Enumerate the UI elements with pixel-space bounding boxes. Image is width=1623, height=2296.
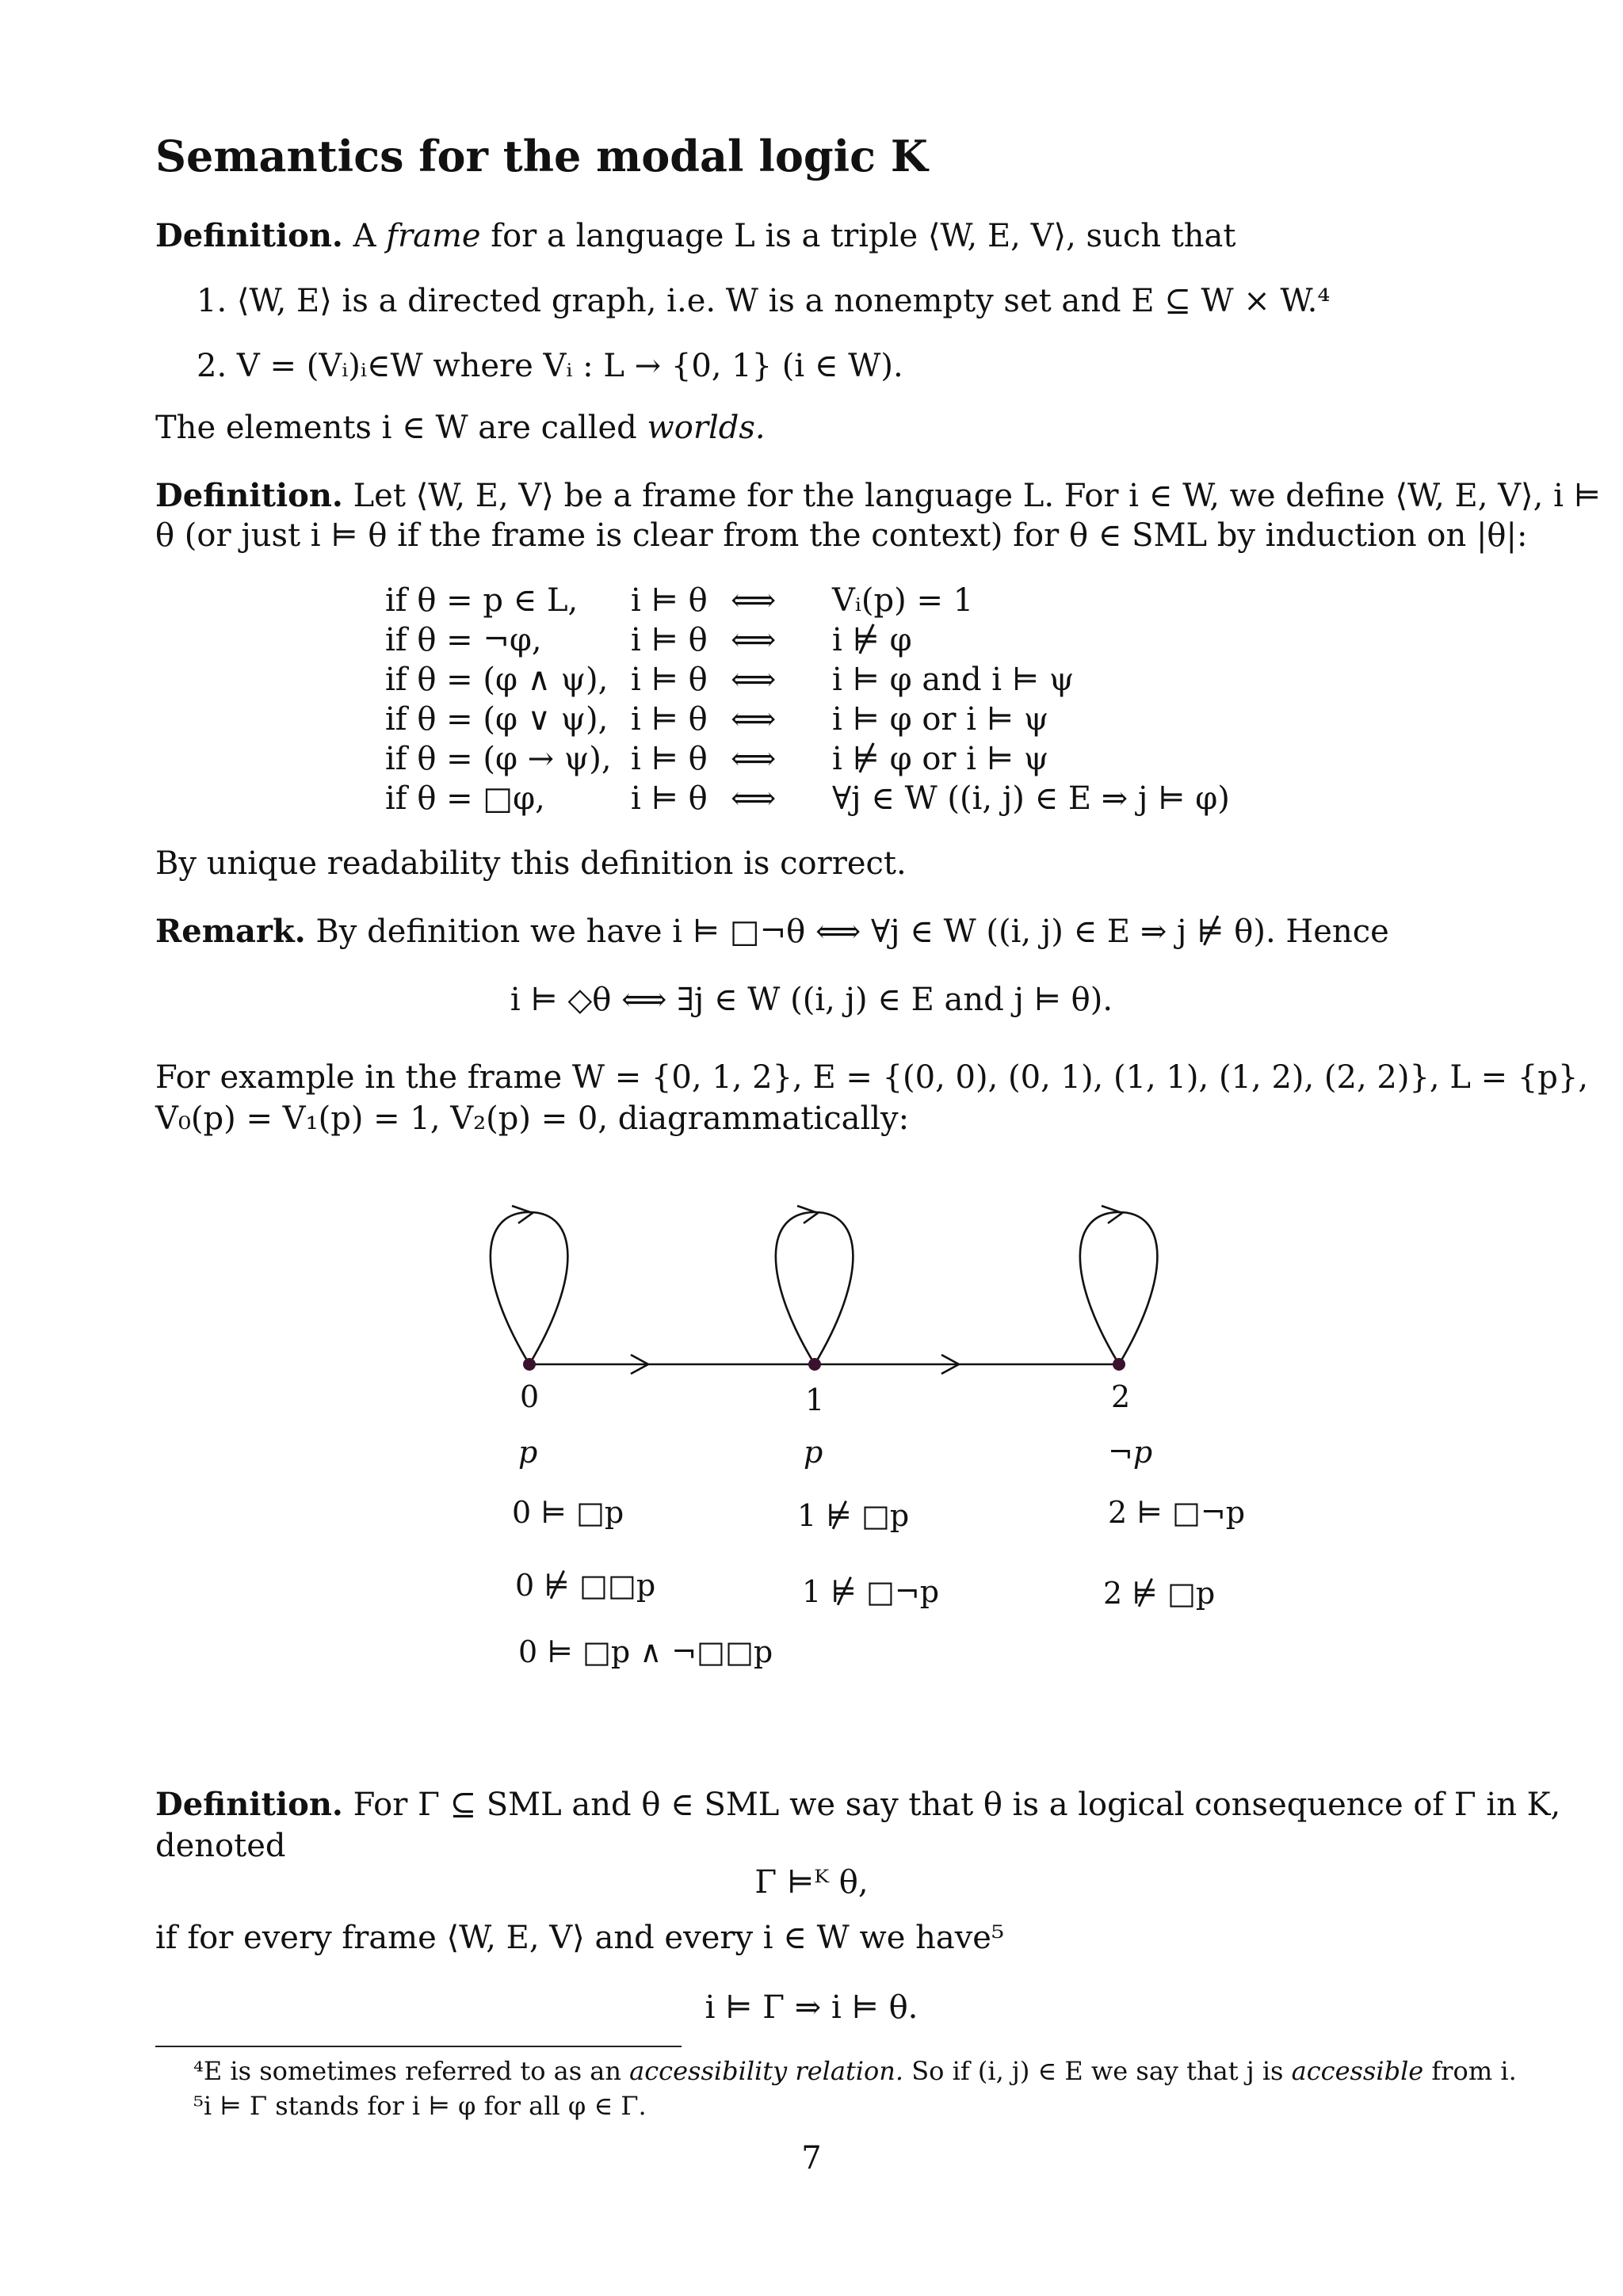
table-iff: ⟺: [731, 622, 777, 658]
table-lhs: i ⊨ θ: [631, 622, 708, 658]
remark-label: Remark.: [155, 913, 306, 950]
footnote-4: [193, 2058, 1517, 2084]
table-cond: if θ = ¬φ,: [385, 622, 542, 658]
table-iff: ⟺: [731, 662, 777, 698]
definition-frame: [155, 217, 1236, 254]
table-rhs: i ⊨ φ or i ⊨ ψ: [832, 701, 1049, 738]
definition-text-denoted: denoted: [155, 1828, 286, 1864]
footnote-term: accessibility relation.: [629, 2056, 904, 2086]
table-cond: if θ = □φ,: [385, 780, 545, 817]
world-fact: 1 ⊭ □¬p: [802, 1574, 940, 1609]
definition-term: frame: [386, 218, 481, 254]
page-number: 7: [801, 2140, 822, 2176]
world-node-0: [523, 1358, 536, 1371]
table-cond: if θ = p ∈ L,: [385, 582, 579, 619]
world-fact: 2 ⊨ □¬p: [1108, 1495, 1246, 1530]
table-lhs: i ⊨ θ: [631, 780, 708, 817]
loop-edge-1: [776, 1212, 854, 1364]
consequence-formula: Γ ⊨ᴷ θ,: [754, 1864, 869, 1901]
table-lhs: i ⊨ θ: [631, 701, 708, 738]
loop-edge-0: [491, 1212, 568, 1364]
table-lhs: i ⊨ θ: [631, 582, 708, 619]
definition-label: Definition.: [155, 1786, 343, 1823]
definition-text: A: [353, 218, 376, 254]
definition-label: Definition.: [155, 217, 343, 254]
table-iff: ⟺: [731, 582, 777, 619]
kripke-frame-diagram: [444, 1188, 1246, 1680]
definition-text: Let ⟨W, E, V⟩ be a frame for the language L. For i ∈ W, we define ⟨W, E, V⟩, i ⊨: [353, 478, 1601, 514]
world-fact: 1 ⊭ □p: [797, 1498, 910, 1533]
world-fact: 0 ⊨ □p ∧ ¬□□p: [518, 1634, 773, 1669]
worlds-sentence: [155, 412, 766, 444]
footnote-text: So if (i, j) ∈ E we say that j is: [911, 2056, 1284, 2086]
section-title: Semantics for the modal logic K: [155, 131, 928, 181]
remark-text: By definition we have i ⊨ □¬θ ⟺ ∀j ∈ W ((i, j) ∈ E ⇒ j ⊭ θ). Hence: [315, 913, 1389, 950]
world-label-2: 2: [1111, 1379, 1131, 1414]
definition-text-frame: if for every frame ⟨W, E, V⟩ and every i ∈ W we have⁵: [155, 1920, 1004, 1956]
world-valuation-1: p: [804, 1435, 823, 1470]
world-fact: 0 ⊭ □□p: [515, 1568, 656, 1603]
world-fact: 2 ⊭ □p: [1103, 1576, 1216, 1611]
definition-text: For Γ ⊆ SML and θ ∈ SML we say that θ is a logical consequence of Γ in K,: [353, 1787, 1561, 1823]
example-line2: V₀(p) = V₁(p) = 1, V₂(p) = 0, diagrammatically:: [155, 1100, 910, 1137]
definition-text: for a language L is a triple ⟨W, E, V⟩, such that: [491, 218, 1236, 254]
table-iff: ⟺: [731, 741, 777, 777]
worlds-text: The elements i ∈ W are called: [155, 410, 637, 446]
list-item-2: 2. V = (Vᵢ)ᵢ∈W where Vᵢ : L → {0, 1} (i ∈ W).: [197, 348, 903, 384]
footnote-text: ⁴E is sometimes referred to as an: [193, 2056, 621, 2086]
example-line1: For example in the frame W = {0, 1, 2}, E = {(0, 0), (0, 1), (1, 1), (1, 2), (2, 2)}, L = {p},: [155, 1059, 1589, 1096]
table-iff: ⟺: [731, 701, 777, 738]
table-cond: if θ = (φ ∧ ψ),: [385, 662, 609, 698]
world-valuation-0: p: [518, 1435, 538, 1470]
table-rhs: i ⊨ φ and i ⊨ ψ: [832, 662, 1075, 698]
footnote-text: from i.: [1431, 2056, 1517, 2086]
worlds-term: worlds.: [647, 410, 766, 446]
world-label-0: 0: [520, 1379, 540, 1414]
footnote-5: ⁵i ⊨ Γ stands for i ⊨ φ for all φ ∈ Γ.: [193, 2091, 647, 2121]
footnote-term: accessible: [1291, 2056, 1424, 2086]
list-item-1: 1. ⟨W, E⟩ is a directed graph, i.e. W is a nonempty set and E ⊆ W × W.⁴: [197, 283, 1331, 319]
definition-text-line2: θ (or just i ⊨ θ if the frame is clear from the context) for θ ∈ SML by induction on |θ|:: [155, 517, 1528, 554]
definition-satisfaction: [155, 477, 1601, 514]
implication-formula: i ⊨ Γ ⇒ i ⊨ θ.: [705, 1989, 918, 2026]
table-cond: if θ = (φ ∨ ψ),: [385, 701, 609, 738]
world-label-1: 1: [805, 1383, 825, 1417]
table-rhs: i ⊭ φ or i ⊨ ψ: [832, 741, 1049, 777]
table-iff: ⟺: [731, 780, 777, 817]
definition-label: Definition.: [155, 477, 343, 514]
remark: [155, 913, 1389, 950]
remark-formula: i ⊨ ◇θ ⟺ ∃j ∈ W ((i, j) ∈ E and j ⊨ θ).: [510, 982, 1113, 1018]
loop-edge-2: [1080, 1212, 1158, 1364]
table-lhs: i ⊨ θ: [631, 741, 708, 777]
world-fact: 0 ⊨ □p: [512, 1495, 624, 1530]
definition-consequence: [155, 1786, 1561, 1823]
table-cond: if θ = (φ → ψ),: [385, 741, 612, 777]
table-lhs: i ⊨ θ: [631, 662, 708, 698]
world-node-1: [808, 1358, 821, 1371]
readability-sentence: By unique readability this definition is correct.: [155, 845, 907, 882]
footnote-divider: [155, 2046, 682, 2047]
table-rhs: i ⊭ φ: [832, 622, 912, 658]
table-rhs: Vᵢ(p) = 1: [832, 582, 974, 619]
world-node-2: [1113, 1358, 1125, 1371]
world-valuation-2: ¬p: [1108, 1435, 1153, 1470]
table-rhs: ∀j ∈ W ((i, j) ∈ E ⇒ j ⊨ φ): [832, 780, 1230, 817]
